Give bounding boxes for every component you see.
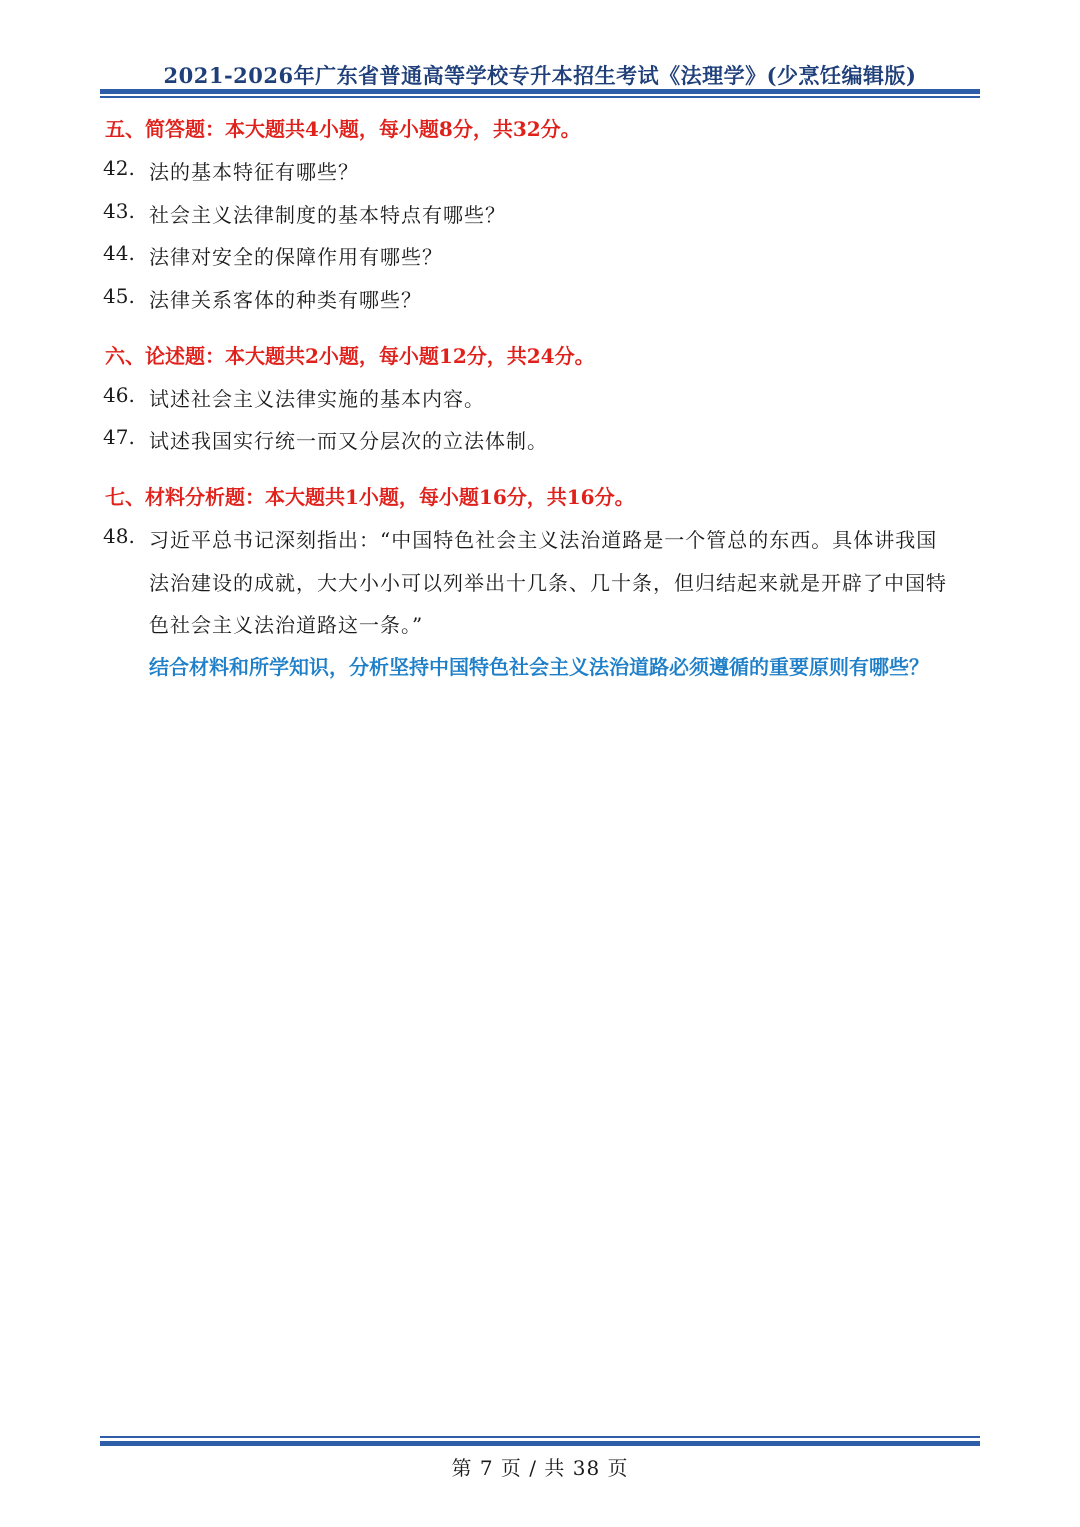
question-text: 社会主义法律制度的基本特点有哪些？	[149, 203, 506, 227]
question-number: 45.	[103, 284, 135, 308]
question-prompt: 结合材料和所学知识，分析坚持中国特色社会主义法治道路必须遵循的重要原则有哪些？	[149, 655, 929, 679]
question-text-line: 习近平总书记深刻指出：“中国特色社会主义法治道路是一个管总的东西。具体讲我国	[149, 528, 938, 552]
section-heading-essay: 六、论述题：本大题共2小题，每小题12分，共24分。	[105, 344, 595, 368]
question-text: 试述我国实行统一而又分层次的立法体制。	[149, 429, 548, 453]
document-header-title: 2021-2026年广东省普通高等学校专升本招生考试《法理学》(少烹饪编辑版)	[163, 63, 917, 88]
page-number: 第 7 页 / 共 38 页	[451, 1456, 629, 1480]
header-rule-thick	[100, 89, 980, 94]
question-text-line: 色社会主义法治道路这一条。”	[149, 613, 424, 637]
question-number: 42.	[103, 156, 135, 180]
question-number: 44.	[103, 241, 135, 265]
question-text: 法律关系客体的种类有哪些？	[149, 288, 422, 312]
question-text: 试述社会主义法律实施的基本内容。	[149, 387, 485, 411]
question-number: 47.	[103, 425, 135, 449]
section-heading-material-analysis: 七、材料分析题：本大题共1小题，每小题16分，共16分。	[105, 485, 635, 509]
footer-rule-thin	[100, 1436, 980, 1438]
section-heading-short-answer: 五、简答题：本大题共4小题，每小题8分，共32分。	[105, 117, 581, 141]
question-number: 48.	[103, 524, 135, 548]
question-text-line: 法治建设的成就，大大小小可以列举出十几条、几十条，但归结起来就是开辟了中国特	[149, 571, 947, 595]
question-text: 法律对安全的保障作用有哪些？	[149, 245, 443, 269]
question-number: 43.	[103, 199, 135, 223]
header-rule-thin	[100, 96, 980, 98]
footer-rule-thick	[100, 1441, 980, 1446]
question-number: 46.	[103, 383, 135, 407]
question-text: 法的基本特征有哪些？	[149, 160, 359, 184]
